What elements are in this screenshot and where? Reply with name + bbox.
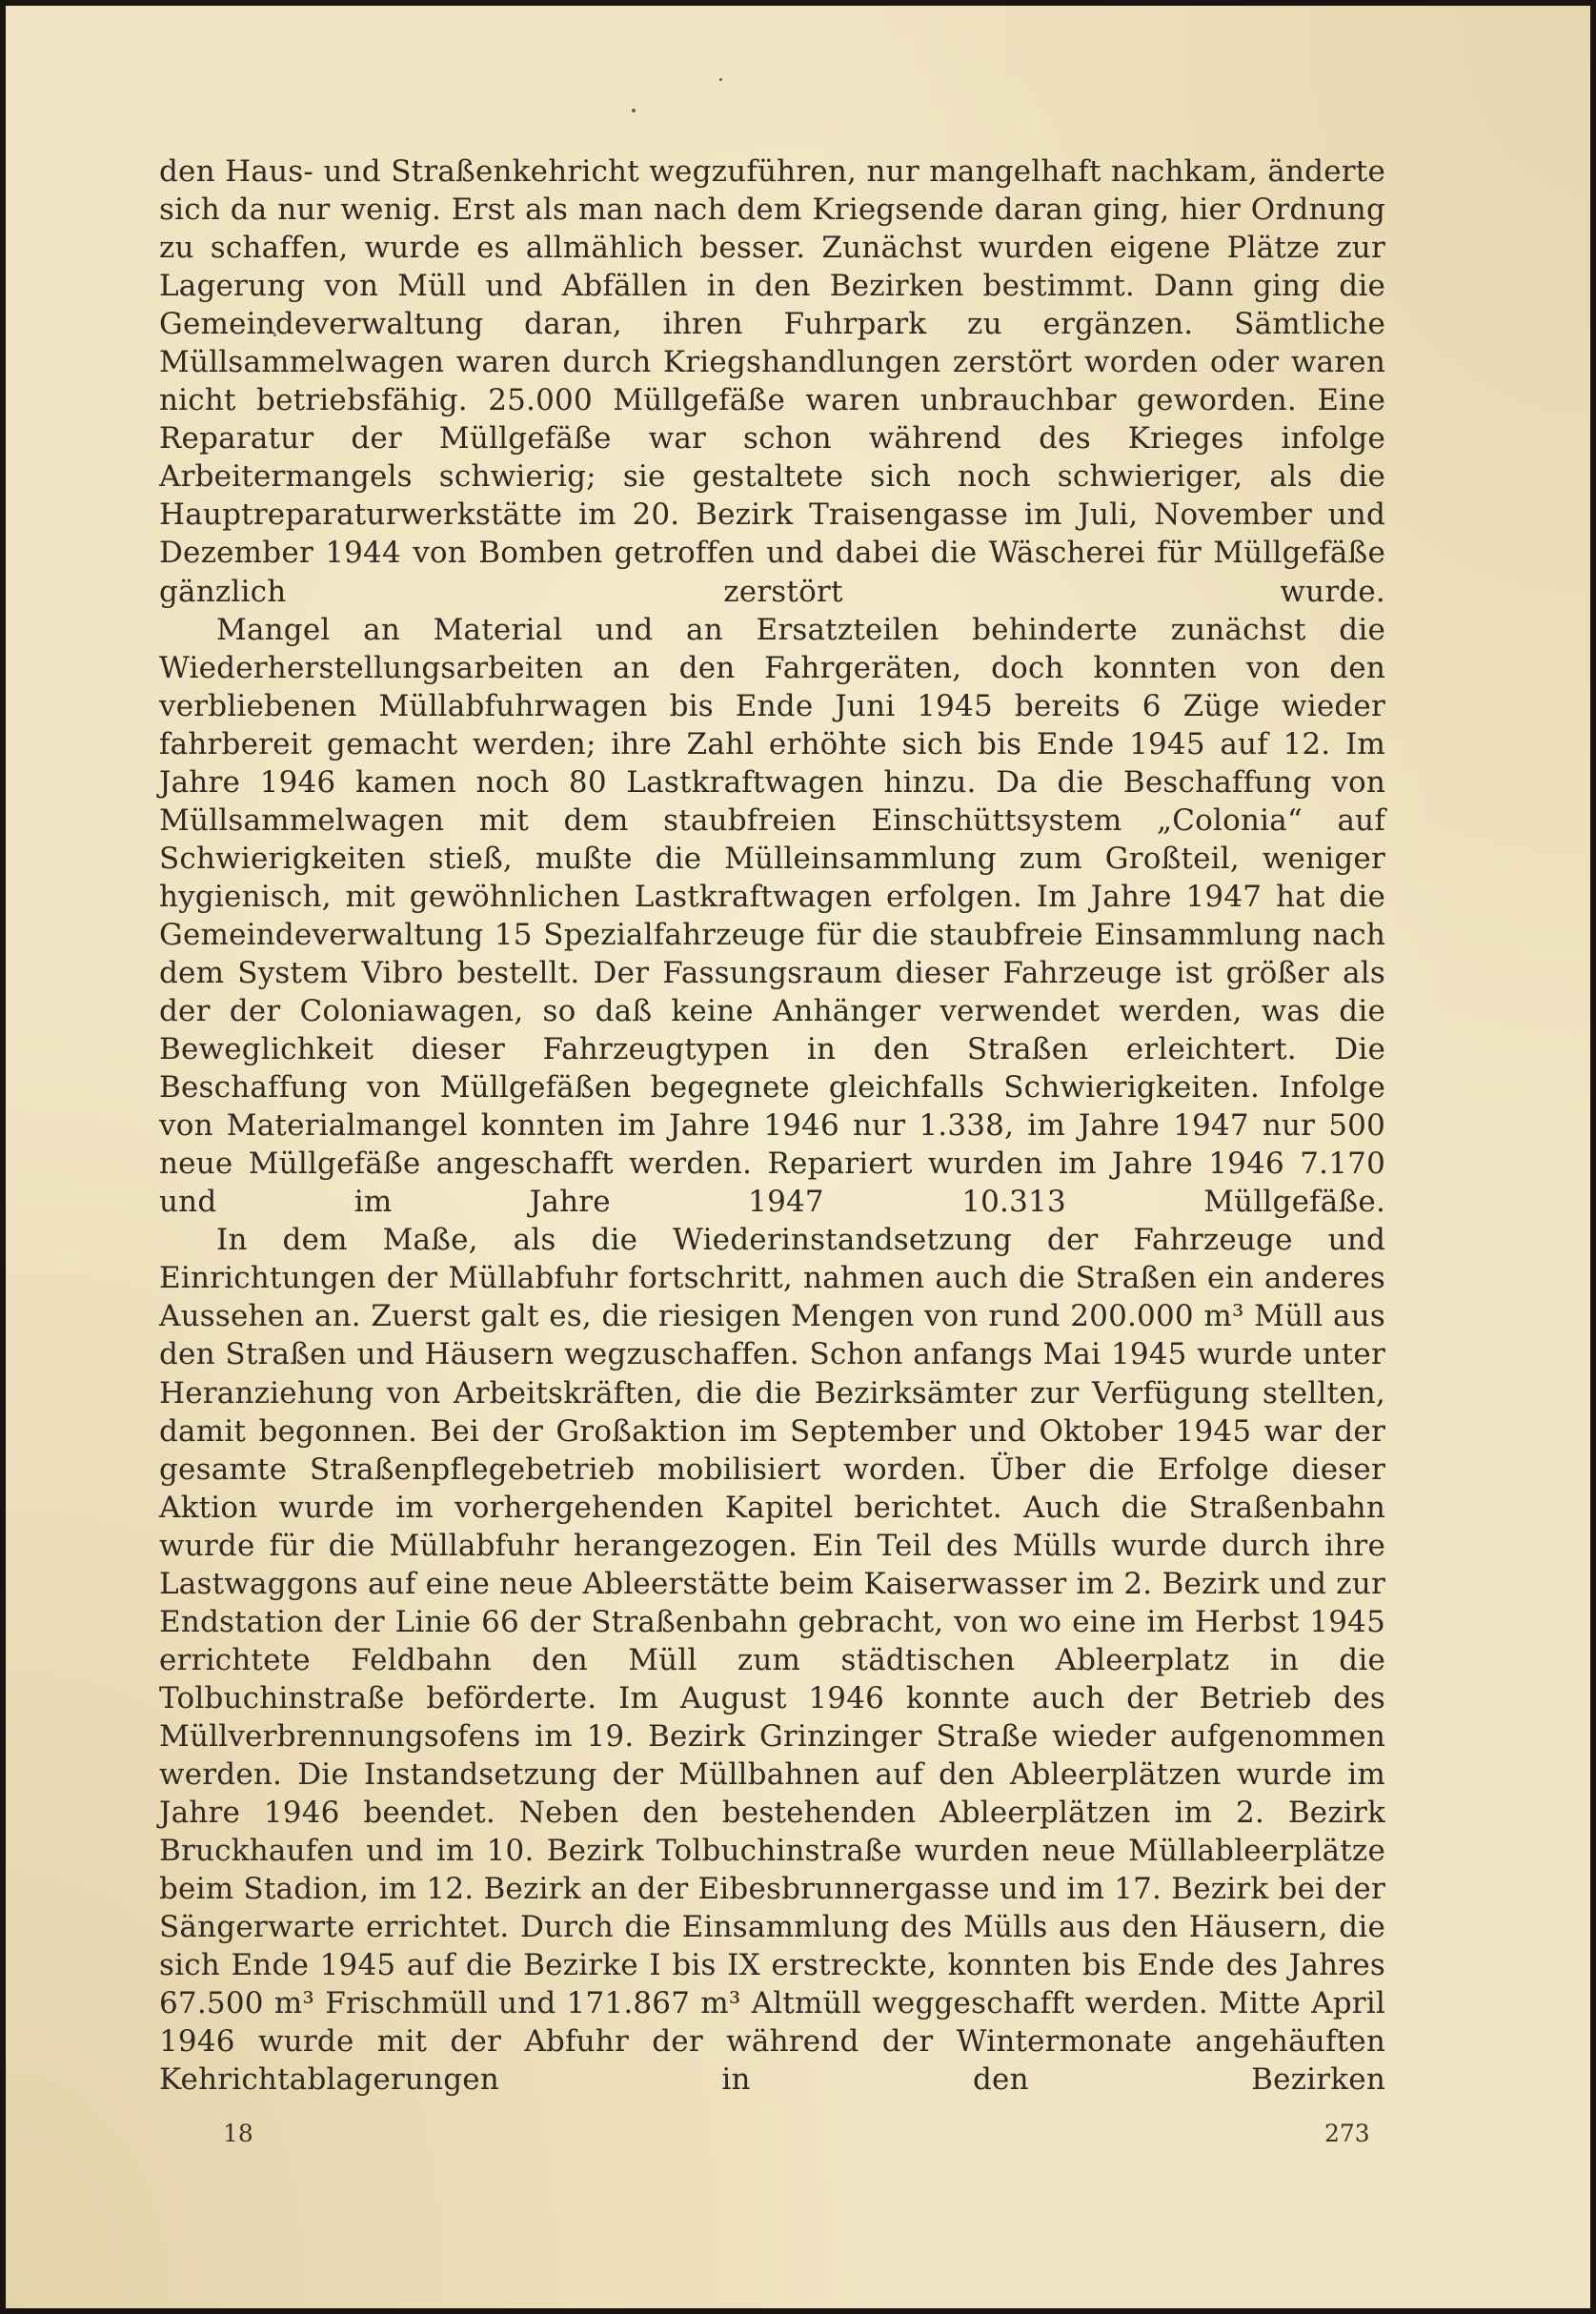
paragraph: Mangel an Material und an Ersatzteilen behinderte zunächst die Wiederherstellungsarbeiten an den Fahrgeräten, doch konnten von den verbliebenen Müllabfuhrwagen bis Ende Juni 1945 bereits 6 Züge wieder fahrbereit gemacht werden; ihre Zahl erhöhte sich bis Ende 1945 auf 12. Im Jahre 1946 kamen noch 80 Lastkraftwagen hinzu. Da die Beschaffung von Müllsammelwagen mit dem staubfreien Einschüttsystem „Colonia“ auf Schwierigkeiten stieß, mußte die Mülleinsammlung zum Großteil, weniger hygienisch, mit gewöhnlichen Lastkraftwagen erfolgen. Im Jahre 1947 hat die Gemeindeverwaltung 15 Spezialfahrzeuge für die staubfreie Einsammlung nach dem System Vibro bestellt. Der Fassungsraum dieser Fahrzeuge ist größer als der der Coloniawagen, so daß keine Anhänger verwendet werden, was die Beweglichkeit dieser Fahrzeugtypen in den Straßen erleichtert. Die Beschaffung von Müllgefäßen begegnete gleichfalls Schwierigkeiten. Infolge von Materialmangel konnten im Jahre 1946 nur 1.338, im Jahre 1947 nur 500 neue Müllgefäße angeschafft werden. Repariert wurden im Jahre 1946 7.170 und im Jahre 1947 10.313 Müllgefäße. xyxy=(159,612,1385,1220)
paper-speck xyxy=(719,78,722,81)
paragraph: den Haus- und Straßenkehricht wegzuführen, nur mangelhaft nachkam, änderte sich da nur wenig. Erst als man nach dem Kriegsende daran ging, hier Ordnung zu schaffen, wurde es allmählich besser. Zunächst wurden eigene Plätze zur Lagerung von Müll und Abfällen in den Bezirken bestimmt. Dann ging die Gemeindeverwaltung daran, ihren Fuhrpark zu ergänzen. Sämtliche Müllsammelwagen waren durch Kriegshandlungen zerstört worden oder waren nicht betriebsfähig. 25.000 Müllgefäße waren unbrauchbar geworden. Eine Reparatur der Müllgefäße war schon während des Krieges infolge Arbeitermangels schwierig; sie gestaltete sich noch schwieriger, als die Hauptreparaturwerkstätte im 20. Bezirk Traisengasse im Juli, November und Dezember 1944 von Bomben getroffen und dabei die Wäscherei für Müllgefäße gänzlich zerstört wurde. xyxy=(159,154,1385,609)
signature-mark: 18 xyxy=(223,2120,253,2147)
document-page xyxy=(6,6,1590,2308)
paragraph: In dem Maße, als die Wiederinstandsetzung der Fahrzeuge und Einrichtungen der Müllabfuhr fortschritt, nahmen auch die Straßen ein anderes Aussehen an. Zuerst galt es, die riesigen Mengen von rund 200.000 m³ Müll aus den Straßen und Häusern wegzuschaffen. Schon anfangs Mai 1945 wurde unter Heranziehung von Arbeitskräften, die die Bezirksämter zur Verfügung stellten, damit begonnen. Bei der Großaktion im September und Oktober 1945 war der gesamte Straßenpflegebetrieb mobilisiert worden. Über die Erfolge dieser Aktion wurde im vorhergehenden Kapitel berichtet. Auch die Straßenbahn wurde für die Müllabfuhr herangezogen. Ein Teil des Mülls wurde durch ihre Lastwaggons auf eine neue Ableerstätte beim Kaiserwasser im 2. Bezirk und zur Endstation der Linie 66 der Straßenbahn gebracht, von wo eine im Herbst 1945 errichtete Feldbahn den Müll zum städtischen Ableerplatz in die Tolbuchinstraße beförderte. Im August 1946 konnte auch der Betrieb des Müllverbrennungsofens im 19. Bezirk Grinzinger Straße wieder aufgenommen werden. Die Instandsetzung der Müllbahnen auf den Ableerplätzen wurde im Jahre 1946 beendet. Neben den bestehenden Ableerplätzen im 2. Bezirk Bruckhaufen und im 10. Bezirk Tolbuchinstraße wurden neue Müllableerplätze beim Stadion, im 12. Bezirk an der Eibesbrunnergasse und im 17. Bezirk bei der Sängerwarte errichtet. Durch die Einsammlung des Mülls aus den Häusern, die sich Ende 1945 auf die Bezirke I bis IX erstreckte, konnten bis Ende des Jahres 67.500 m³ Frischmüll und 171.867 m³ Altmüll weggeschafft werden. Mitte April 1946 wurde mit der Abfuhr der während der Wintermonate angehäuften Kehrichtablagerungen in den Bezirken xyxy=(159,1223,1385,2098)
page-number: 273 xyxy=(1324,2120,1370,2147)
paper-speck xyxy=(632,109,636,112)
body-text xyxy=(159,152,1385,2099)
